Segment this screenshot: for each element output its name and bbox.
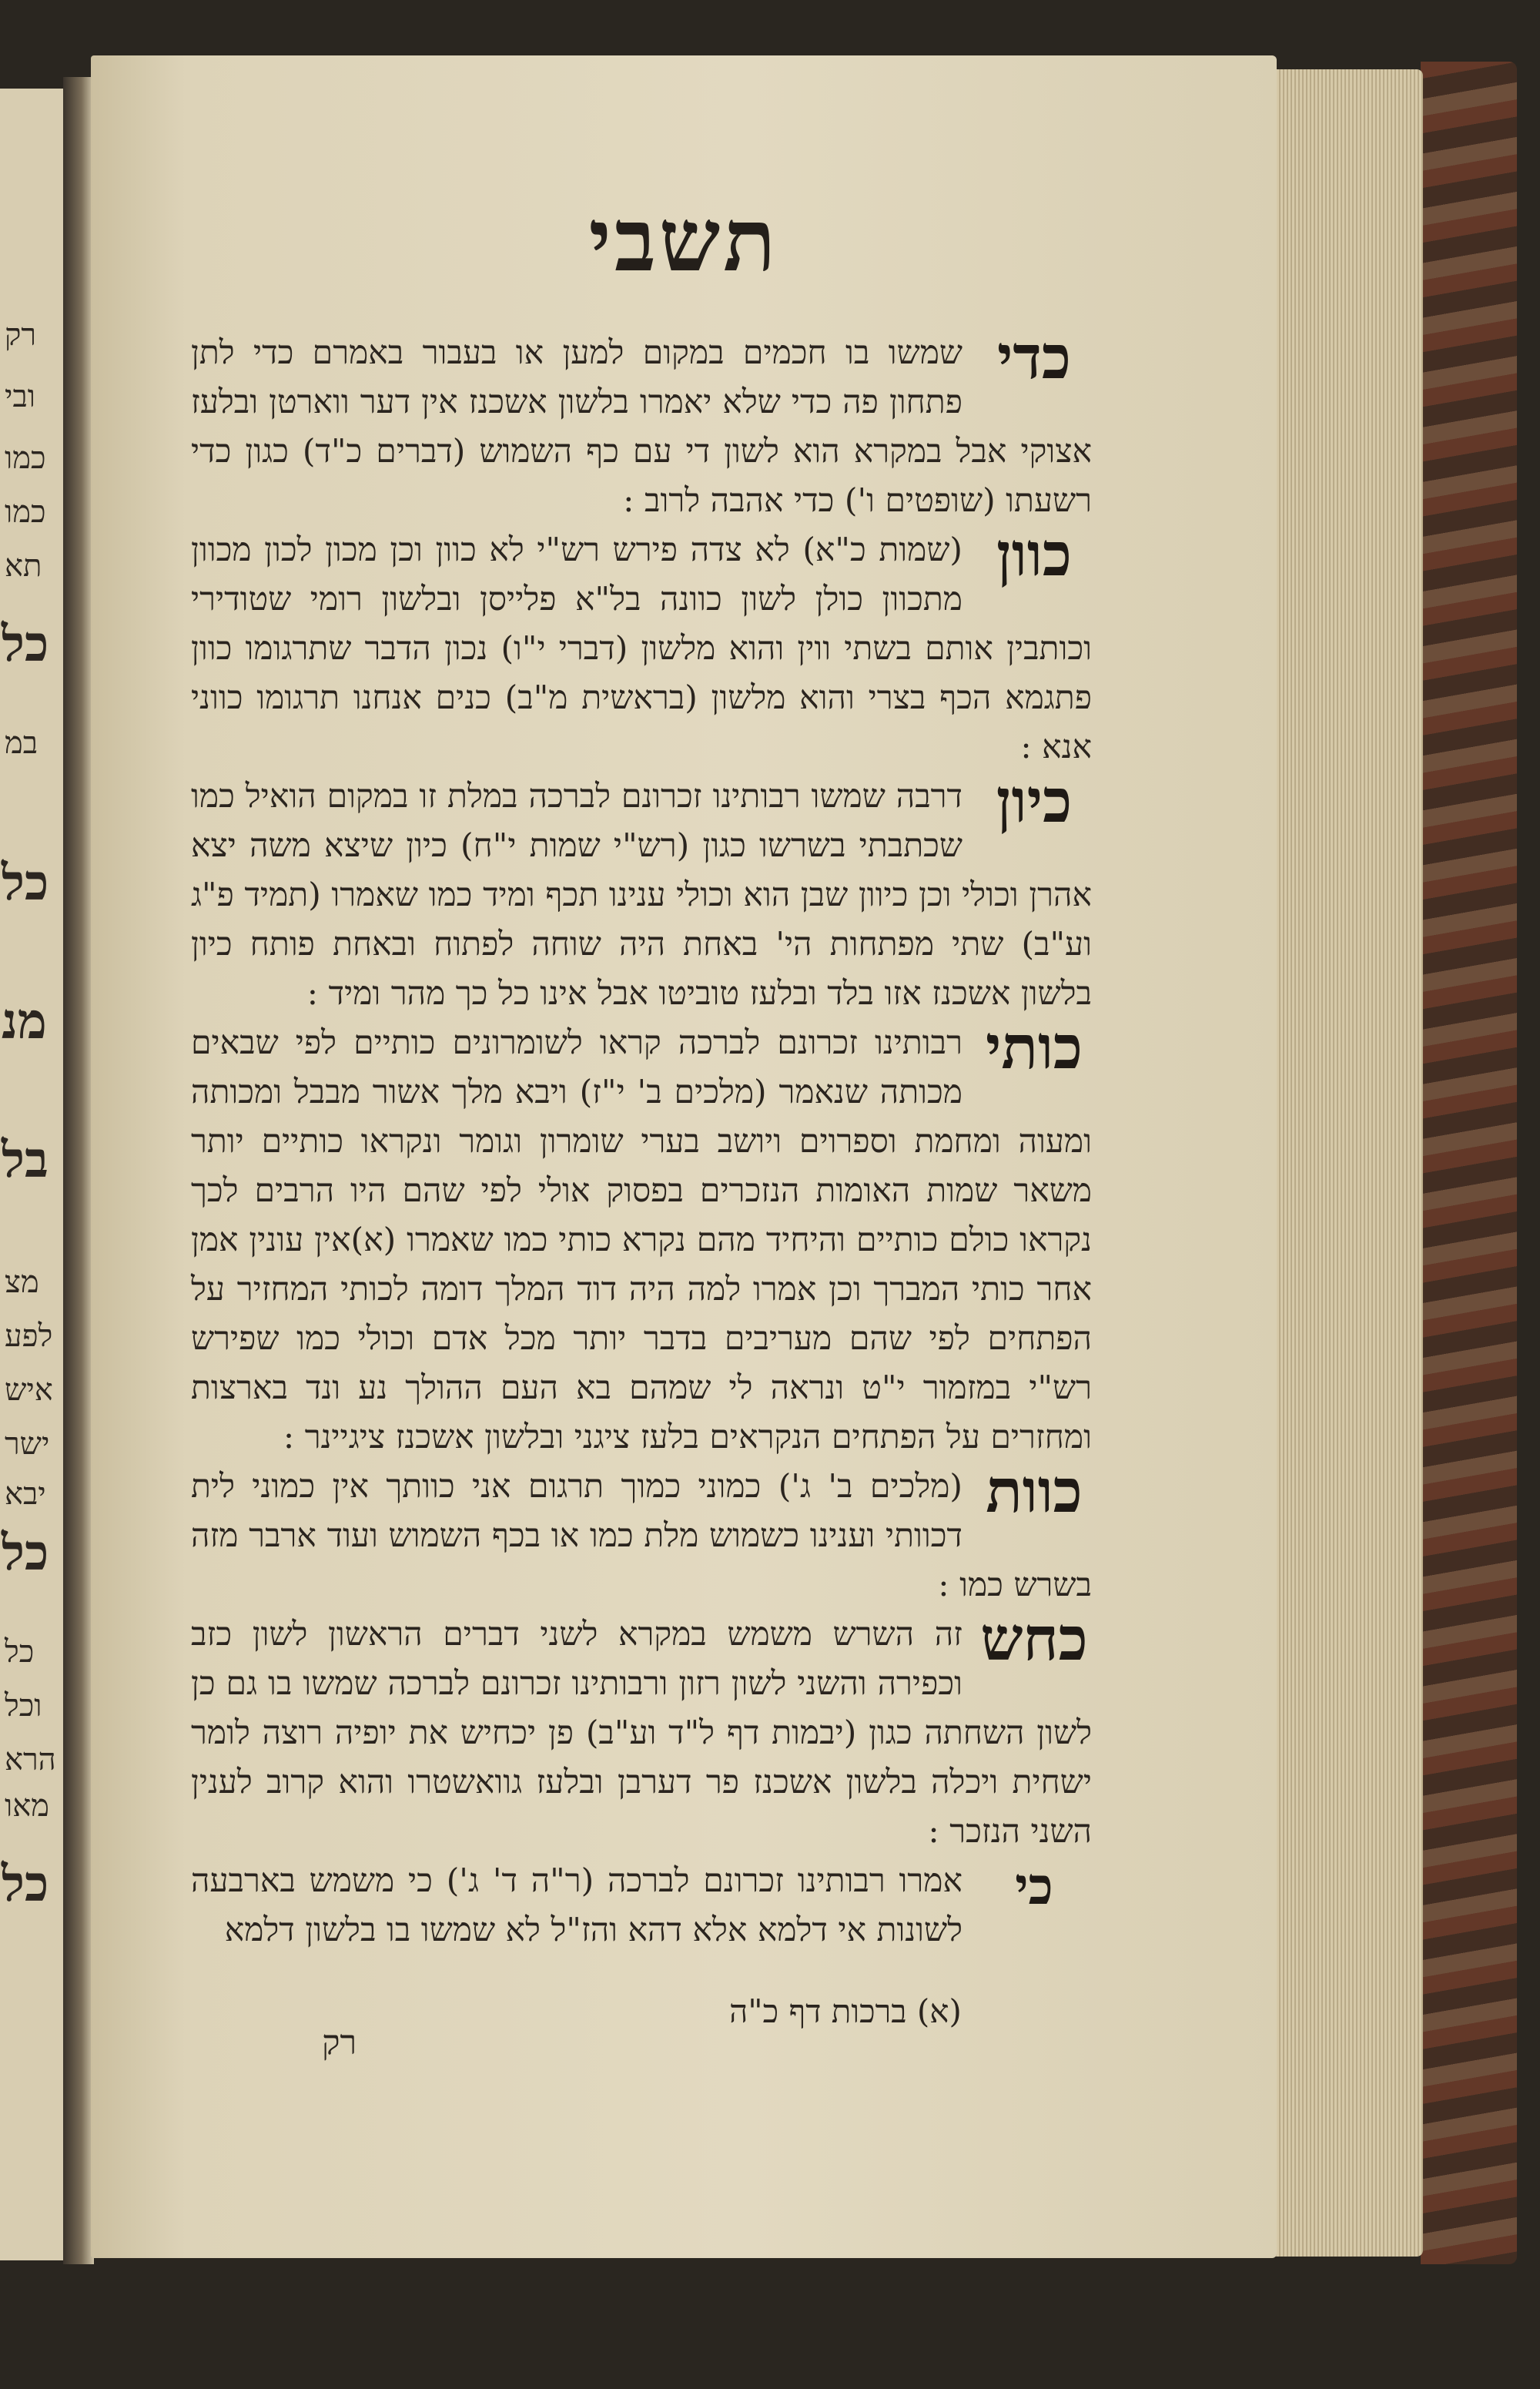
- entry-text: (מלכים ב' ג') כמוני כמוך תרגום אני כוותך אין כמוני לית דכוותי וענינו כשמוש מלת כמו או בכף השמוש ועוד ארבר מזה בשרש כמו :: [191, 1468, 1092, 1604]
- entry: [191, 1013, 1092, 1463]
- left-fragment: וכל: [5, 1688, 42, 1724]
- entry: [191, 766, 1092, 1019]
- book-page: [91, 55, 1277, 2258]
- left-fragment: במ: [5, 725, 38, 761]
- entry-text: (שמות כ"א) לא צדה פירש רש"י לא כוון וכן מכון לכון מכוון מתכוון כולן לשון כוונה בל"א פלייסן ובלשון רומי שטודירי וכותבין אותם בשתי ווין והוא מלשון (דברי י"ו) נכון הדבר שתרגומו כוון פתגמא הכף בצרי והוא מלשון (בראשית מ"ב) כנים אנחנו תרגומו כווני אנא :: [191, 531, 1092, 766]
- left-fragment: יבא: [5, 1476, 46, 1512]
- footnote: (א) ברכות דף כ"ה: [729, 1992, 962, 2030]
- entry-headword: כוות: [986, 1456, 1083, 1526]
- left-fragment: ישר: [5, 1426, 50, 1462]
- left-fragment: ובי: [5, 379, 35, 414]
- left-fragment: כל: [2, 854, 49, 912]
- entry-headword: כי: [1015, 1856, 1053, 1916]
- left-fragment: כל: [2, 615, 49, 673]
- entry-text: דרבה שמשו רבותינו זכרונם לברכה במלת זו במקום הואיל כמו שכתבתי בשרשו כגון (רש"י שמות י"ח) כיון שיצא משה יצא אהרן וכולי וכן כיוון שבן הוא וכולי ענינו תכף ומיד כמו שאמרו (תמיד פ"ג וע"ב) שתי מפתחות הי' באחת היה שוחה לפתוח ובאחת פותח כיון בלשון אשכנז אזו בלד ובלעז טוביטו אבל אינו כל כך מהר ומיד :: [191, 778, 1092, 1013]
- facing-page-left: [0, 89, 63, 2260]
- left-fragment: תא: [5, 548, 42, 584]
- left-fragment: איש: [5, 1372, 53, 1408]
- page-title: תשבי: [588, 190, 779, 291]
- entry-headword: כדי: [996, 323, 1072, 393]
- book-gutter: [63, 77, 94, 2264]
- entry-headword: כוון: [996, 520, 1072, 590]
- entry: [191, 1604, 1092, 1857]
- entry: [191, 520, 1092, 772]
- entry-headword: כחש: [980, 1604, 1088, 1674]
- left-fragment: כמו: [5, 494, 46, 530]
- left-fragment: בל: [2, 1131, 49, 1189]
- entry-text: אמרו רבותינו זכרונם לברכה (ר"ה ד' ג') כי משמש בארבעה לשונות אי דלמא אלא דהא והז"ל לא שמשו בו בלשון דלמא: [191, 1862, 962, 1949]
- catchword: רק: [322, 2023, 357, 2062]
- left-fragment: רק: [5, 317, 37, 353]
- left-fragment: לפע: [5, 1318, 53, 1354]
- left-fragment: כל: [2, 1855, 49, 1913]
- left-fragment: כמו: [5, 441, 46, 476]
- page-fore-edge: [1269, 69, 1423, 2257]
- entry-headword: כותי: [985, 1013, 1083, 1083]
- entry-text: זה השרש משמש במקרא לשני דברים הראשון לשון כזב וכפירה והשני לשון רזון ורבותינו זכרונם לברכה שמשו בו גם כן לשון השחתה כגון (יבמות דף ל"ד וע"ב) פן יכחיש את יופיה רוצה לומר ישחית ויכלה בלשון אשכנז פר דערבן ובלעז גוואשטרו והוא קרוב לענין השני הנזכר :: [191, 1616, 1092, 1851]
- entry-text: רבותינו זכרונם לברכה קראו לשומרונים כותיים לפי שבאים מכותה שנאמר (מלכים ב' י"ז) ויבא מלך אשור מבבל ומכותה ומעוה ומחמת וספרוים ויושב בערי שומרון וגומר ונקראו כותיים יותר משאר שמות האומות הנזכרים בפסוק אולי לפי שהם היו הרבים לכך נקראו כולם כותיים והיחיד מהם נקרא כותי כמו שאמרו (א)אין עונין אמן אחר כותי המברך וכן אמרו למה היה דוד המלך דומה לכותי המחזיר על הפתחים לפי שהם מעריבים בדבר יותר מכל אדם וכולי כמו שפירש רש"י במזמור י"ט ונראה לי שמהם בא העם ההולך נע ונד בארצות ומחזרים על הפתחים הנקראים בלעז ציגני ובלשון אשכנז ציגיינר :: [191, 1024, 1092, 1456]
- entry: [191, 1857, 1092, 1955]
- marbled-book-cover: [1421, 62, 1517, 2264]
- left-fragment: מאו: [5, 1788, 49, 1824]
- left-fragment: מצ: [5, 1265, 39, 1300]
- dictionary-entries: [191, 323, 1092, 1955]
- entry: [191, 1456, 1092, 1610]
- left-fragment: כל: [5, 1634, 35, 1670]
- entry-text: שמשו בו חכמים במקום למען או בעבור באמרם כדי לתן פתחון פה כדי שלא יאמרו בלשון אשכנז אין דער ווארטן ובלעז אצוקי אבל במקרא הוא לשון די עם כף השמוש (דברים כ"ד) כגון כדי רשעתו (שופטים ו') כדי אהבה לרוב :: [191, 334, 1092, 520]
- left-fragment: הרא: [5, 1742, 56, 1778]
- left-fragment: כל: [2, 1524, 49, 1582]
- entry: [191, 323, 1092, 526]
- left-fragment: מנ: [2, 993, 47, 1050]
- entry-headword: כיון: [996, 766, 1073, 836]
